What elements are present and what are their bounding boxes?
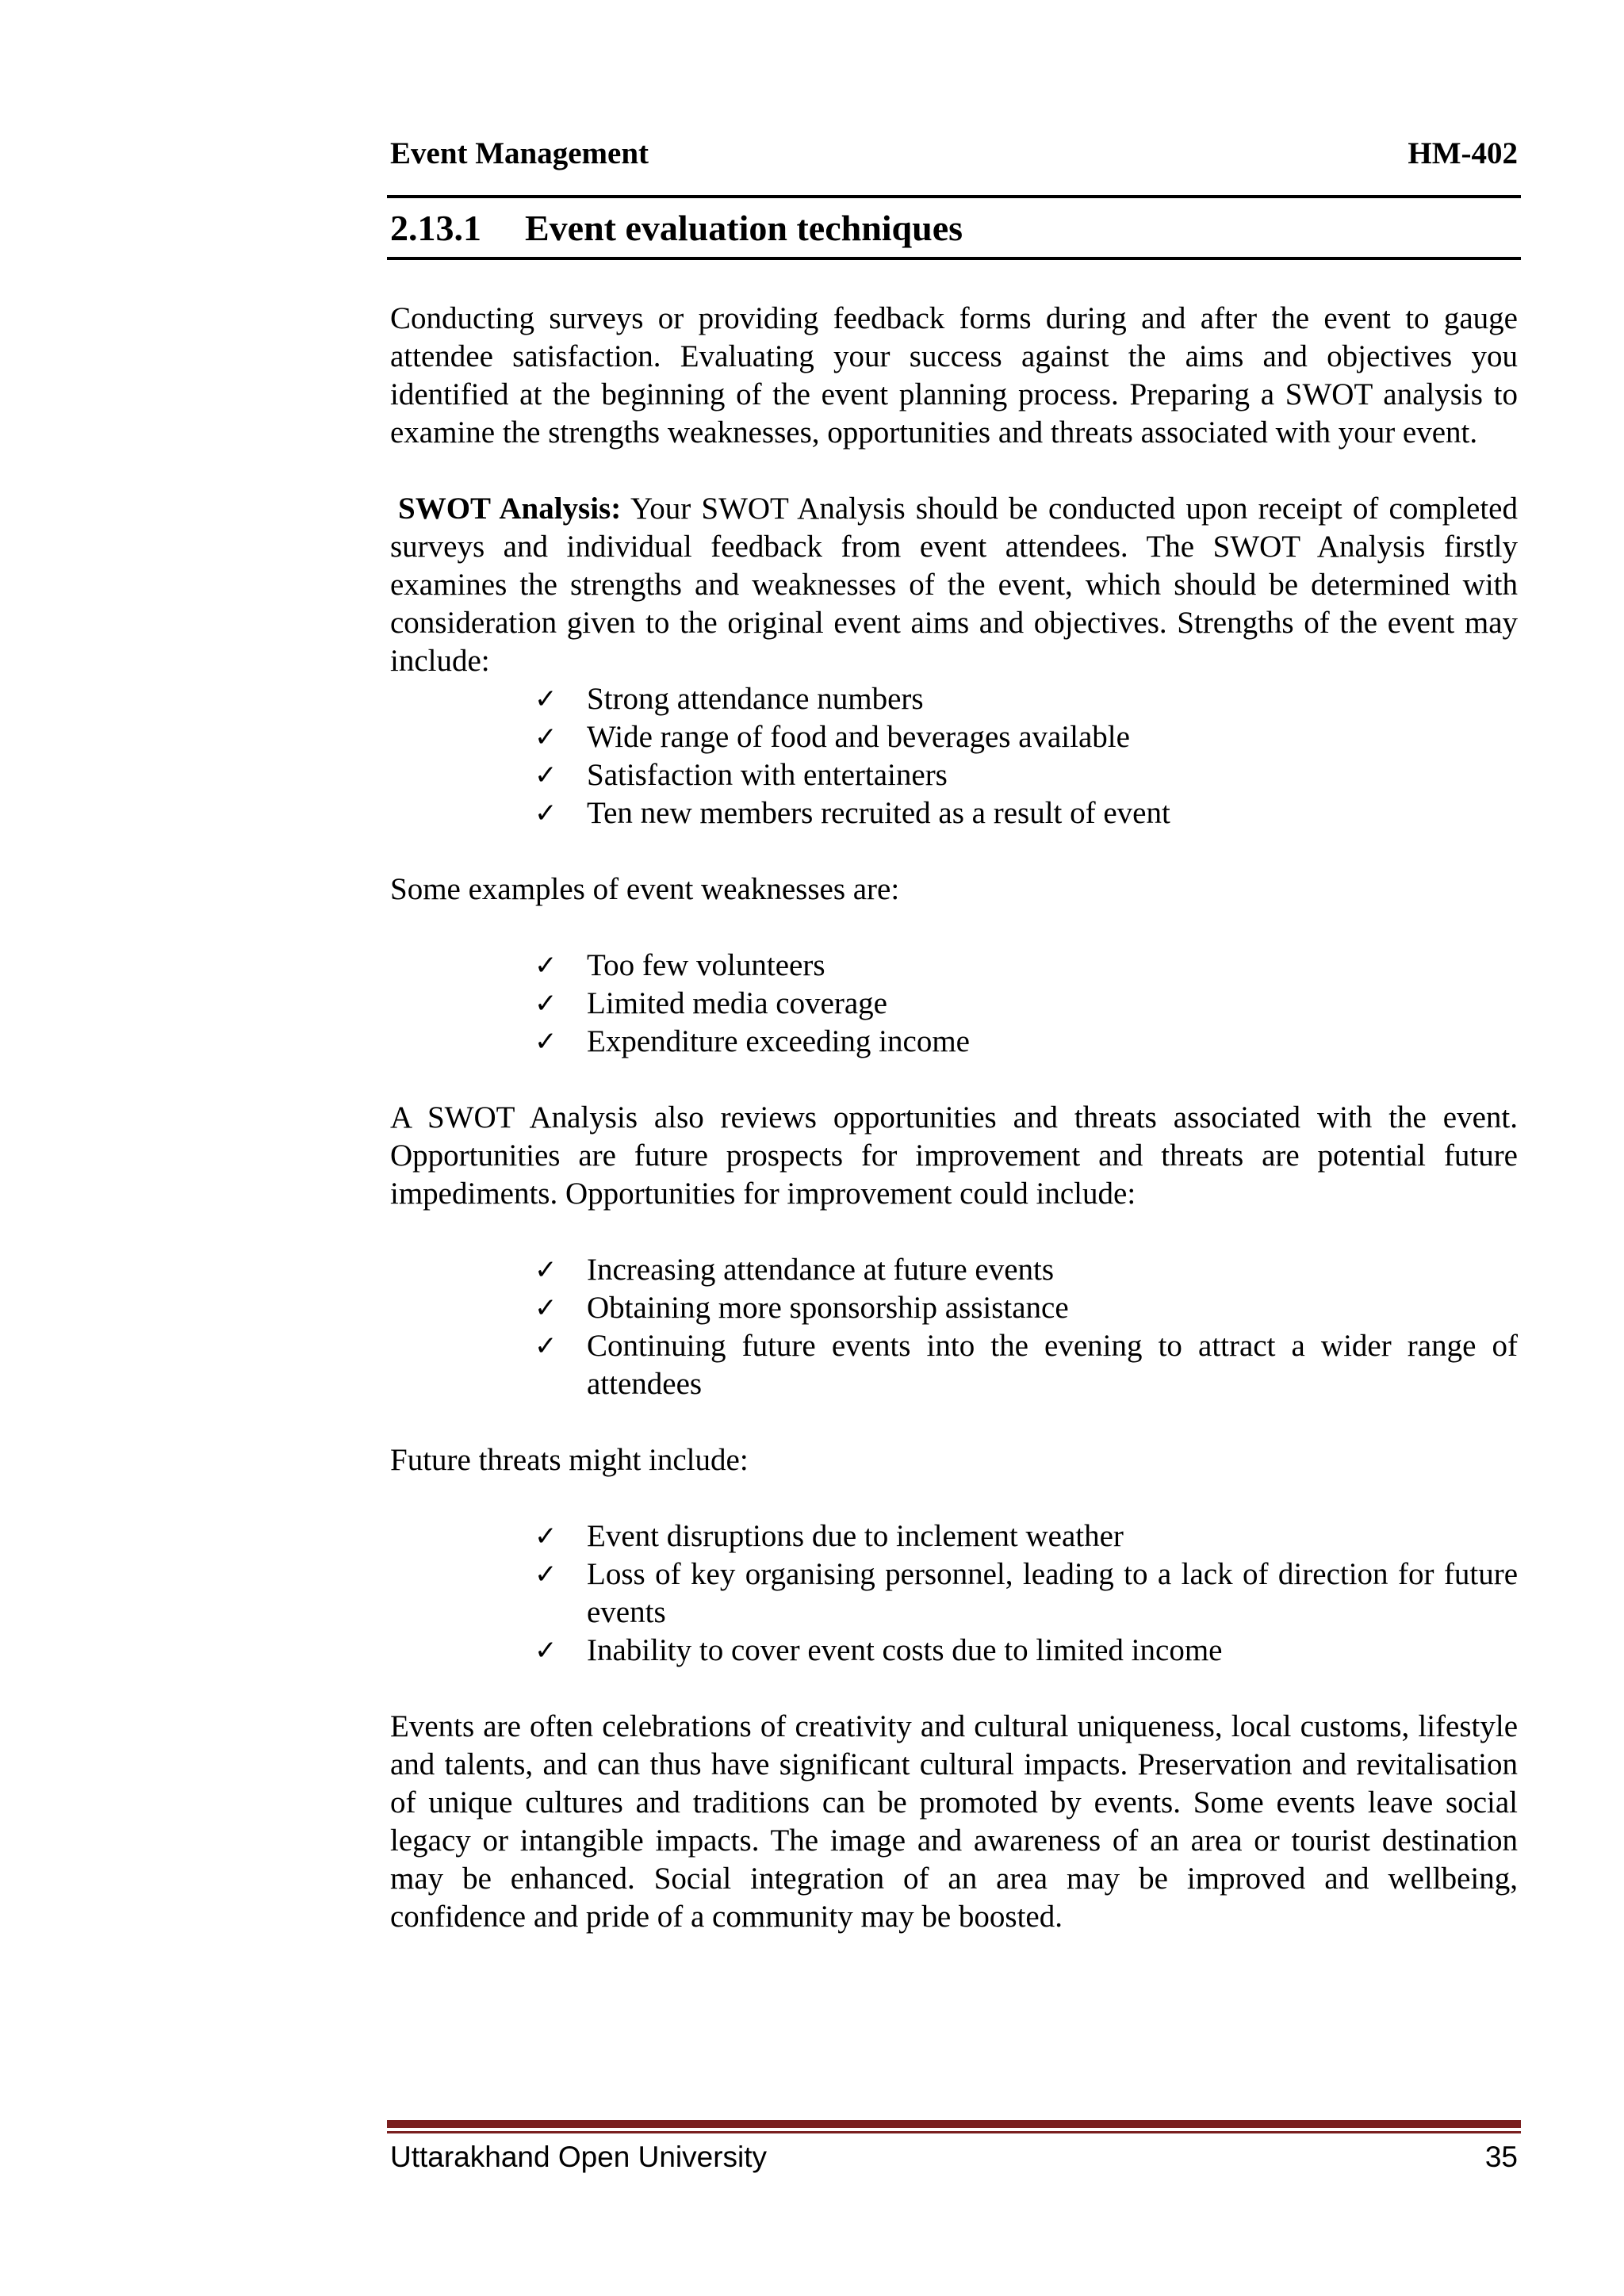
list-item [390,985,1518,1023]
intro-paragraph: Conducting surveys or providing feedback forms during and after the event to gauge attendee satisfaction. Evaluating your success against the aims and objectives you identified at the beginning of the event planning process. Preparing a SWOT analysis to examine the strengths weaknesses, opportunities and threats associated with your event. [390,301,1518,450]
header-course-code: HM-402 [1408,136,1518,170]
page-number: 35 [1484,2141,1518,2173]
checkmark-icon: ✓ [534,683,557,715]
list-item [390,1517,1518,1556]
checkmark-icon: ✓ [534,1026,557,1058]
checkmark-icon: ✓ [534,950,557,982]
list-item [390,1556,1518,1632]
footer-university: Uttarakhand Open University [390,2141,768,2173]
checkmark-icon: ✓ [534,1292,557,1324]
section-number: 2.13.1 [390,208,481,248]
swot-paragraph [390,490,1518,680]
opportunities-intro: A SWOT Analysis also reviews opportunities and threats associated with the event. Opportunities are future prospects for improvement and threats are potential future impediments. Opportunities for improvement could include: [390,1100,1518,1211]
list-item [390,1251,1518,1289]
checkmark-icon: ✓ [534,1254,557,1286]
list-item [390,1289,1518,1327]
strength-text: Wide range of food and beverages available [587,720,1130,754]
threat-text: Event disruptions due to inclement weather [587,1519,1124,1553]
list-item [390,794,1518,832]
list-item [390,718,1518,756]
section-heading [390,205,963,252]
swot-lead-label: SWOT Analysis: [398,492,622,526]
checkmark-icon: ✓ [534,721,557,753]
opportunity-text: Obtaining more sponsorship assistance [587,1291,1069,1325]
strength-text: Strong attendance numbers [587,682,924,716]
checkmark-icon: ✓ [534,760,557,791]
footer-rule-thin [387,2131,1521,2133]
checkmark-icon: ✓ [534,798,557,829]
checkmark-icon: ✓ [534,988,557,1020]
header-course-title: Event Management [390,136,649,170]
title-rule-bottom [387,257,1521,260]
checkmark-icon: ✓ [534,1559,557,1590]
checkmark-icon: ✓ [534,1635,557,1667]
threats-list [390,1517,1518,1670]
threat-text: Loss of key organising personnel, leading to a lack of direction for future events [587,1557,1518,1629]
title-rule-top [387,195,1521,198]
closing-paragraph: Events are often celebrations of creativity and cultural uniqueness, local customs, lifestyle and talents, and can thus have significant cultural impacts. Preservation and revitalisation of unique cultures and traditions can be promoted by events. Some events leave social legacy or intangible impacts. The image and awareness of an area or tourist destination may be enhanced. Social integration of an area may be improved and wellbeing, confidence and pride of a community may be boosted. [390,1709,1518,1934]
running-header [390,135,1518,173]
strength-text: Satisfaction with entertainers [587,758,948,792]
checkmark-icon: ✓ [534,1330,557,1362]
weaknesses-intro: Some examples of event weaknesses are: [390,872,900,906]
list-item [390,947,1518,985]
footer-rule-thick [387,2120,1521,2128]
document-page [390,0,1518,2296]
checkmark-icon: ✓ [534,1521,557,1552]
body-content [390,300,1518,1974]
list-item [390,1632,1518,1670]
list-item [390,1023,1518,1061]
strengths-list [390,680,1518,832]
strength-text: Ten new members recruited as a result of event [587,796,1170,830]
weakness-text: Limited media coverage [587,986,887,1020]
opportunities-list [390,1251,1518,1403]
section-title: Event evaluation techniques [525,208,963,248]
list-item [390,680,1518,718]
list-item [390,1327,1518,1403]
opportunity-text: Increasing attendance at future events [587,1253,1055,1287]
threat-text: Inability to cover event costs due to limited income [587,1633,1223,1667]
weakness-text: Expenditure exceeding income [587,1024,970,1058]
threats-intro: Future threats might include: [390,1443,749,1477]
running-footer [390,2139,1518,2175]
list-item [390,756,1518,794]
swot-paragraph-text: Your SWOT Analysis should be conducted upon receipt of completed surveys and individual feedback from event attendees. The SWOT Analysis firstly examines the strengths and weaknesses of the event, which should be determined with consideration given to the original event aims and objectives. Strengths of the event may include: [390,492,1518,678]
weaknesses-list [390,947,1518,1061]
opportunity-text: Continuing future events into the evening to attract a wider range of attendees [587,1329,1518,1401]
weakness-text: Too few volunteers [587,948,825,982]
